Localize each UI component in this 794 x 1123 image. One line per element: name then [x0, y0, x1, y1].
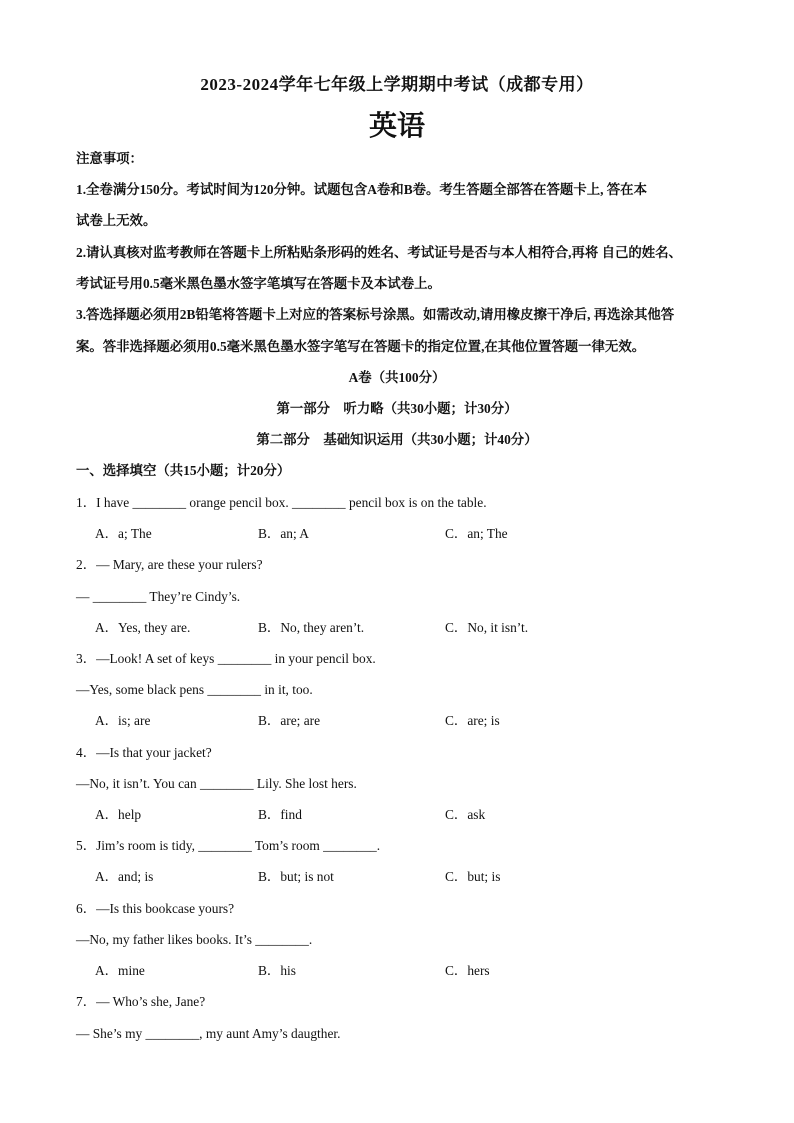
- question-4-stem: 4．—Is that your jacket?: [76, 745, 212, 760]
- notice-item-1-line-2: 试卷上无效。: [76, 213, 157, 228]
- notice-item-1-line-1: 1.全卷满分150分。考试时间为120分钟。试题包含A卷和B卷。考生答题全部答在答题卡上, 答在本: [76, 182, 647, 197]
- question-2-option-b: B．No, they aren’t.: [258, 620, 365, 635]
- question-2-option-c: C．No, it isn’t.: [445, 620, 529, 635]
- notice-item-2-line-1: 2.请认真核对监考教师在答题卡上所粘贴条形码的姓名、考试证号是否与本人相符合,再将 自己的姓名、: [76, 245, 682, 260]
- subsection-heading: 一、选择填空（共15小题；计20分）: [76, 463, 291, 478]
- question-4-option-c: C．ask: [445, 807, 486, 822]
- question-4-line-2: —No, it isn’t. You can ________ Lily. She lost hers.: [76, 776, 357, 791]
- question-2-line-2: — ________ They’re Cindy’s.: [76, 589, 241, 604]
- question-7-line-2: — She’s my ________, my aunt Amy’s daugther.: [76, 1026, 341, 1041]
- question-4-option-a: A．help: [95, 807, 142, 822]
- question-4-option-b: B．find: [258, 807, 302, 822]
- question-5-option-a: A．and; is: [95, 869, 154, 884]
- notice-item-2-line-2: 考试证号用0.5毫米黑色墨水签字笔填写在答题卡及本试卷上。: [76, 276, 441, 291]
- question-3-stem: 3．—Look! A set of keys ________ in your pencil box.: [76, 651, 376, 666]
- question-6-option-b: B．his: [258, 963, 296, 978]
- question-5-stem: 5．Jim’s room is tidy, ________ Tom’s room ________.: [76, 838, 381, 853]
- question-6-option-c: C．hers: [445, 963, 490, 978]
- question-1-option-b: B．an; A: [258, 526, 309, 541]
- exam-title: 2023-2024学年七年级上学期期中考试（成都专用）: [200, 75, 594, 94]
- part-1-heading: 第一部分 听力略（共30小题；计30分）: [276, 401, 518, 416]
- question-6-line-2: —No, my father likes books. It’s ________.: [76, 932, 313, 947]
- notice-item-3-line-1: 3.答选择题必须用2B铅笔将答题卡上对应的答案标号涂黑。如需改动,请用橡皮擦干净后, 再选涂其他答: [76, 307, 675, 322]
- question-1-stem: 1．I have ________ orange pencil box. ________ pencil box is on the table.: [76, 495, 487, 510]
- question-2-stem: 2．— Mary, are these your rulers?: [76, 557, 263, 572]
- question-7-stem: 7．— Who’s she, Jane?: [76, 994, 206, 1009]
- question-1-option-a: A．a; The: [95, 526, 152, 541]
- question-1-option-c: C．an; The: [445, 526, 508, 541]
- question-6-option-a: A．mine: [95, 963, 145, 978]
- question-5-option-c: C．but; is: [445, 869, 501, 884]
- question-3-option-a: A．is; are: [95, 713, 151, 728]
- notice-heading: 注意事项：: [76, 151, 143, 166]
- question-3-option-c: C．are; is: [445, 713, 500, 728]
- paper-a-heading: A卷（共100分）: [348, 370, 446, 385]
- part-2-heading: 第二部分 基础知识运用（共30小题；计40分）: [256, 432, 538, 447]
- question-5-option-b: B．but; is not: [258, 869, 334, 884]
- subject-title: 英语: [368, 109, 425, 142]
- question-3-line-2: —Yes, some black pens ________ in it, too.: [76, 682, 313, 697]
- notice-item-3-line-2: 案。答非选择题必须用0.5毫米黑色墨水签字笔写在答题卡的指定位置,在其他位置答题一律无效。: [76, 339, 646, 354]
- question-6-stem: 6．—Is this bookcase yours?: [76, 901, 235, 916]
- question-3-option-b: B．are; are: [258, 713, 321, 728]
- question-2-option-a: A．Yes, they are.: [95, 620, 191, 635]
